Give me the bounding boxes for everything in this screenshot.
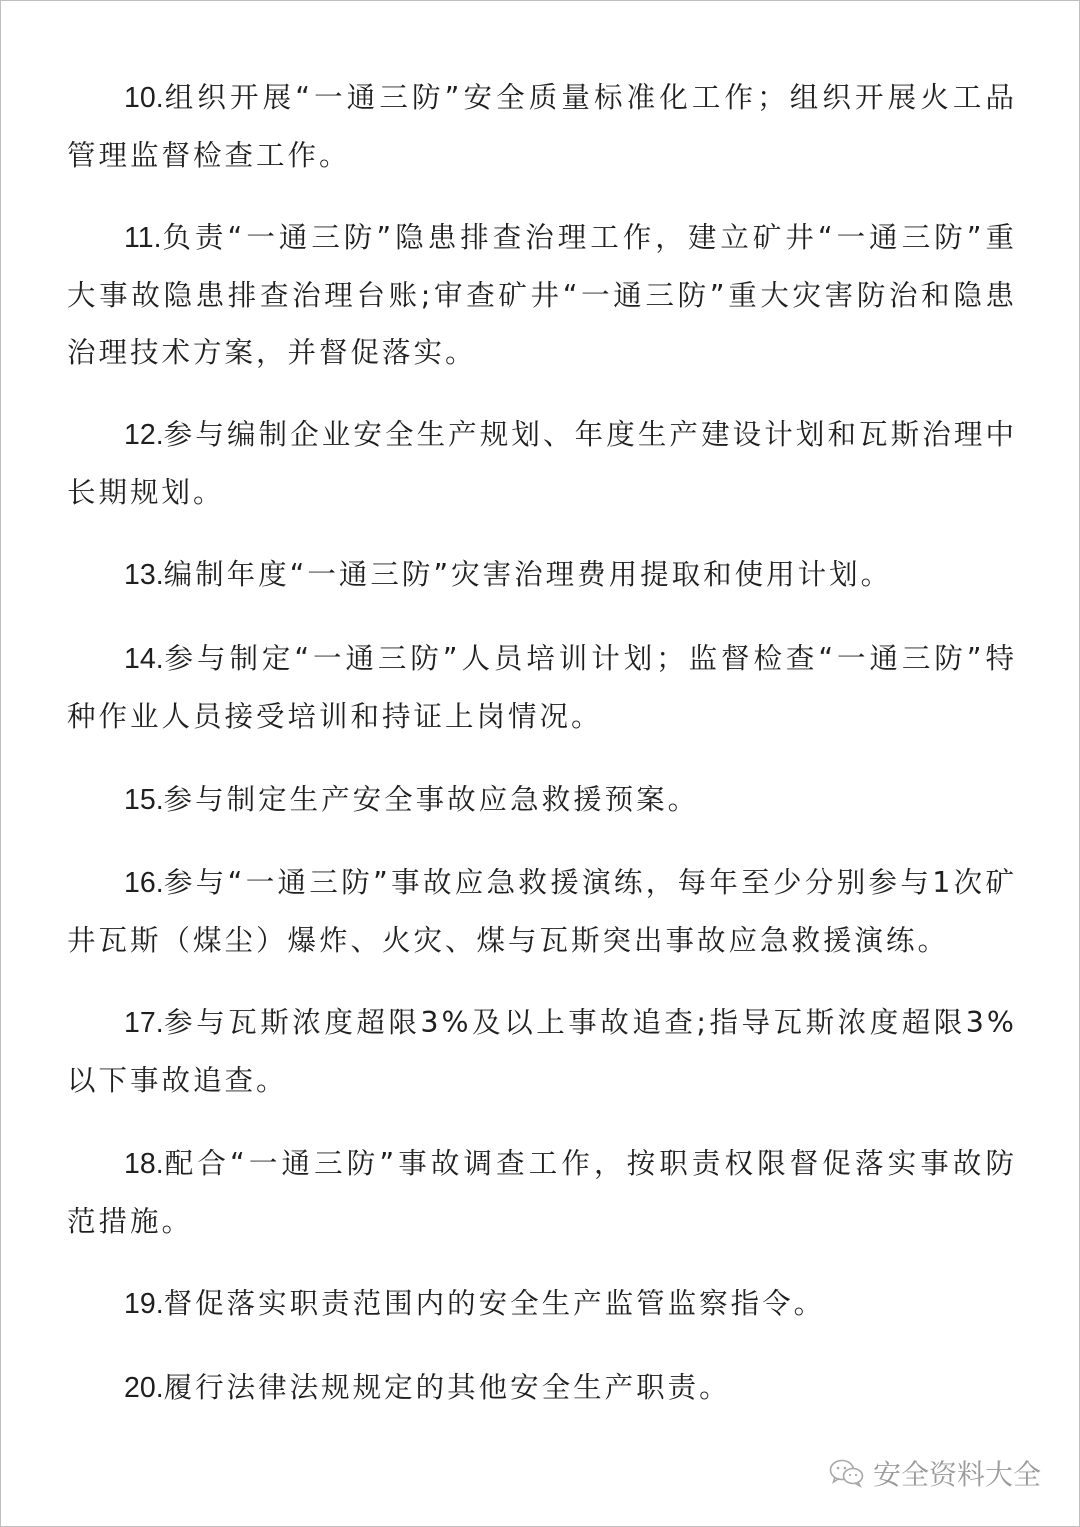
list-item <box>67 854 1017 969</box>
item-number: 10. <box>124 82 164 114</box>
item-text: 负责“一通三防”隐患排查治理工作，建立矿井“一通三防”重大事故隐患排查治理台账;审查矿井“一通三防”重大灾害防治和隐患治理技术方案，并督促落实。 <box>67 221 1017 369</box>
item-number: 13. <box>124 559 164 591</box>
list-item <box>67 994 1017 1109</box>
item-number: 15. <box>124 784 164 816</box>
watermark-text: 安全资料大全 <box>872 1458 1041 1491</box>
item-number: 14. <box>124 643 164 675</box>
list-item <box>67 771 1017 829</box>
item-number: 18. <box>124 1148 164 1180</box>
item-number: 20. <box>124 1372 164 1404</box>
item-text: 参与“一通三防”事故应急救援演练，每年至少分别参与1次矿井瓦斯（煤尘）爆炸、火灾、煤与瓦斯突出事故应急救援演练。 <box>67 866 1017 957</box>
list-item <box>67 69 1017 184</box>
list-item <box>67 546 1017 604</box>
list-item <box>67 406 1017 521</box>
list-item <box>67 209 1017 381</box>
item-number: 12. <box>124 419 164 451</box>
item-number: 19. <box>124 1288 164 1320</box>
item-text: 参与制定生产安全事故应急救援预案。 <box>163 783 700 816</box>
list-item <box>67 1359 1017 1417</box>
item-text: 配合“一通三防”事故调查工作，按职责权限督促落实事故防范措施。 <box>67 1147 1017 1238</box>
item-number: 16. <box>124 867 164 899</box>
wechat-icon <box>829 1458 865 1488</box>
item-text: 参与瓦斯浓度超限3%及以上事故追查;指导瓦斯浓度超限3%以下事故追查。 <box>67 1006 1017 1097</box>
item-text: 编制年度“一通三防”灾害治理费用提取和使用计划。 <box>163 558 893 591</box>
watermark <box>829 1453 1041 1493</box>
item-text: 组织开展“一通三防”安全质量标准化工作；组织开展火工品管理监督检查工作。 <box>67 81 1017 172</box>
item-text: 参与制定“一通三防”人员培训计划；监督检查“一通三防”特种作业人员接受培训和持证上岗情况。 <box>67 642 1017 733</box>
item-text: 履行法律法规规定的其他安全生产职责。 <box>163 1371 731 1404</box>
item-text: 督促落实职责范围内的安全生产监管监察指令。 <box>163 1287 826 1320</box>
item-text: 参与编制企业安全生产规划、年度生产建设计划和瓦斯治理中长期规划。 <box>67 418 1017 509</box>
list-item <box>67 1275 1017 1333</box>
list-item <box>67 1135 1017 1250</box>
list-item <box>67 630 1017 745</box>
item-number: 17. <box>124 1007 164 1039</box>
item-number: 11. <box>124 222 162 254</box>
